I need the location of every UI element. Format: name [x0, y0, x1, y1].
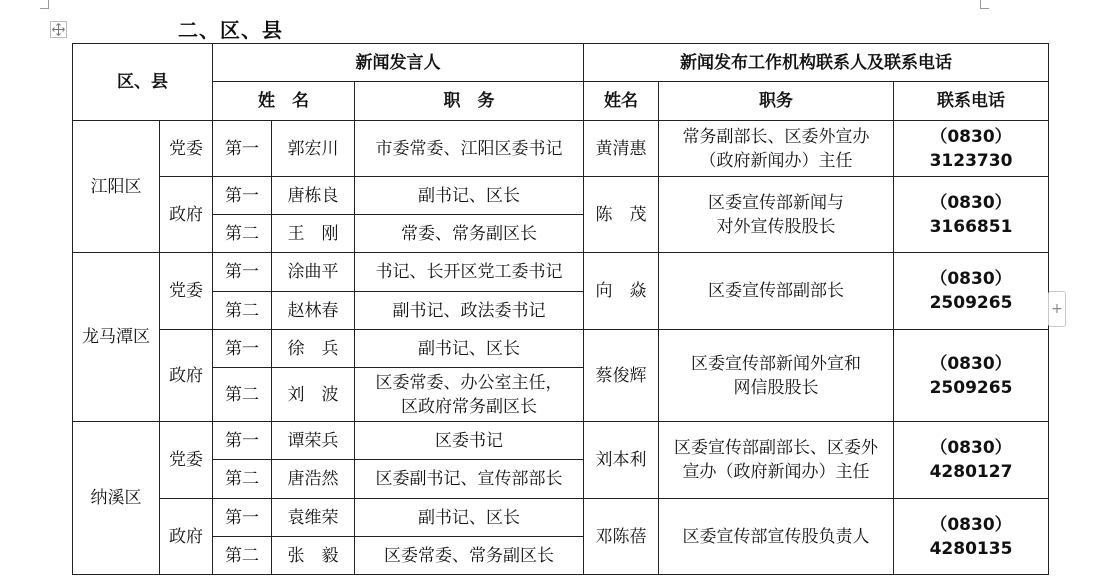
title-line: 区政府常务副区长	[401, 396, 537, 417]
contact-title-cell	[659, 121, 894, 177]
name-cell: 赵林春	[272, 292, 355, 330]
title-cell: 区委书记	[355, 422, 584, 460]
name-cell: 徐 兵	[272, 330, 355, 368]
district-name: 江阳区	[73, 121, 160, 253]
title-cell: 区委副书记、宣传部部长	[355, 460, 584, 499]
order-cell: 第一	[213, 422, 272, 460]
name-cell: 王 刚	[272, 215, 355, 253]
org-cell: 党委	[160, 422, 213, 499]
order-cell: 第二	[213, 215, 272, 253]
contact-title-cell	[659, 330, 894, 422]
name-cell: 唐浩然	[272, 460, 355, 499]
order-cell: 第一	[213, 330, 272, 368]
name-cell: 谭荣兵	[272, 422, 355, 460]
order-cell: 第一	[213, 253, 272, 292]
org-cell: 政府	[160, 330, 213, 422]
phone-cell: （0830）4280127	[894, 422, 1049, 499]
corner-mark-left	[40, 0, 49, 9]
org-cell: 党委	[160, 253, 213, 330]
order-cell: 第一	[213, 499, 272, 537]
contact-name-cell: 蔡俊辉	[584, 330, 659, 422]
title-cell: 区委常委、常务副区长	[355, 537, 584, 575]
title-cell: 市委常委、江阳区委书记	[355, 121, 584, 177]
contact-name-cell: 邓陈蓓	[584, 499, 659, 575]
header-ct-title: 职务	[659, 82, 894, 121]
phone-cell: （0830）4280135	[894, 499, 1049, 575]
contact-title-cell	[659, 177, 894, 253]
order-cell: 第一	[213, 177, 272, 215]
header-ct-phone: 联系电话	[894, 82, 1049, 121]
order-cell: 第二	[213, 537, 272, 575]
name-cell: 唐栋良	[272, 177, 355, 215]
contact-title-line: （政府新闻办）主任	[699, 150, 853, 171]
name-cell: 涂曲平	[272, 253, 355, 292]
name-cell: 张 毅	[272, 537, 355, 575]
order-cell: 第一	[213, 121, 272, 177]
plus-icon: +	[1051, 301, 1063, 317]
contact-name-cell: 向 焱	[584, 253, 659, 330]
contact-name-cell: 刘本利	[584, 422, 659, 499]
org-cell: 党委	[160, 121, 213, 177]
phone-cell: （0830）3166851	[894, 177, 1049, 253]
header-spokesperson: 新闻发言人	[213, 44, 584, 82]
contact-title-line: 区委宣传部新闻外宣和	[691, 353, 861, 374]
org-cell: 政府	[160, 177, 213, 253]
phone-cell: （0830）2509265	[894, 330, 1049, 422]
contact-title-line: 宣办（政府新闻办）主任	[682, 462, 870, 482]
header-sp-name: 姓 名	[213, 82, 355, 121]
contact-title-cell: 区委宣传部副部长	[659, 253, 894, 330]
move-arrows-icon	[52, 23, 65, 36]
phone-cell: （0830）3123730	[894, 121, 1049, 177]
district-name: 龙马潭区	[73, 253, 160, 422]
name-cell: 郭宏川	[272, 121, 355, 177]
corner-mark-right	[980, 0, 989, 9]
title-cell: 常委、常务副区长	[355, 215, 584, 253]
title-cell: 副书记、区长	[355, 499, 584, 537]
title-cell: 副书记、区长	[355, 177, 584, 215]
title-line: 区委常委、办公室主任，	[375, 372, 563, 393]
contact-name-cell: 黄清惠	[584, 121, 659, 177]
header-sp-title: 职 务	[355, 82, 584, 121]
org-cell: 政府	[160, 499, 213, 575]
contact-title-line: 对外宣传股股长	[716, 216, 836, 237]
contact-title-line: 区委宣传部副部长、区委外	[674, 438, 878, 458]
title-cell: 副书记、政法委书记	[355, 292, 584, 330]
section-title: 二、区、县	[178, 18, 283, 42]
contact-title-line: 常务副部长、区委外宣办	[682, 126, 870, 147]
district-name: 纳溪区	[73, 422, 160, 575]
contact-name-cell: 陈 茂	[584, 177, 659, 253]
order-cell: 第二	[213, 292, 272, 330]
table-move-handle[interactable]	[50, 21, 67, 38]
contact-title-cell: 区委宣传部宣传股负责人	[659, 499, 894, 575]
title-cell: 书记、长开区党工委书记	[355, 253, 584, 292]
contact-title-cell	[659, 422, 894, 499]
contact-title-line: 区委宣传部新闻与	[708, 192, 844, 213]
add-column-button[interactable]	[1048, 291, 1066, 327]
spokesperson-table	[72, 43, 1049, 575]
name-cell: 袁维荣	[272, 499, 355, 537]
contact-title-line: 网信股股长	[733, 377, 819, 398]
title-cell: 副书记、区长	[355, 330, 584, 368]
phone-cell: （0830）2509265	[894, 253, 1049, 330]
title-cell	[355, 368, 584, 422]
order-cell: 第二	[213, 460, 272, 499]
name-cell: 刘 波	[272, 368, 355, 422]
header-contact: 新闻发布工作机构联系人及联系电话	[584, 44, 1049, 82]
header-ct-name: 姓名	[584, 82, 659, 121]
header-district: 区、县	[73, 44, 213, 121]
order-cell: 第二	[213, 368, 272, 422]
